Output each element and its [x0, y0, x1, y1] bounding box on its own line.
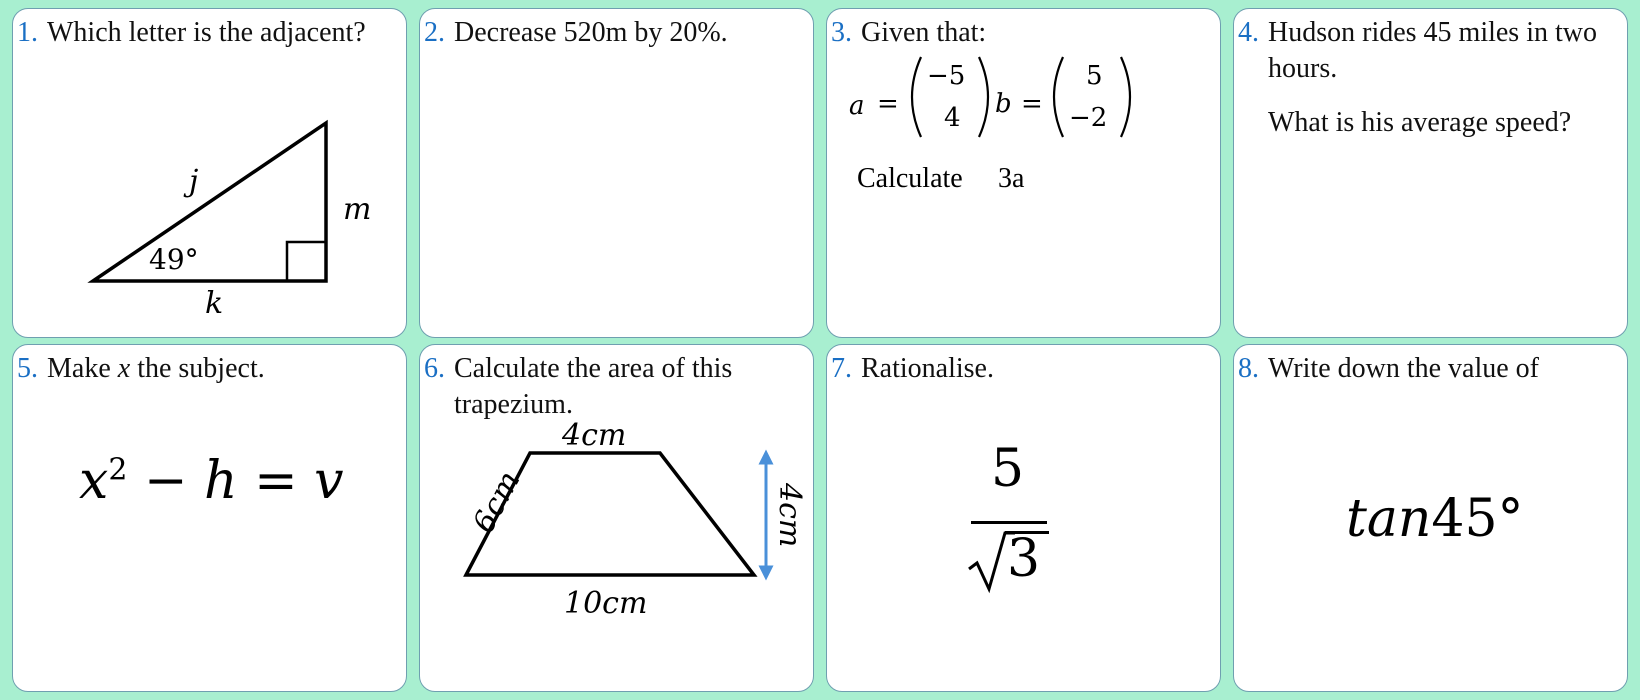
slant-side-label: 6cm — [466, 465, 528, 539]
question-number: 7. — [831, 353, 852, 384]
question-prompt: Calculate the area of this trapezium. — [454, 353, 733, 420]
question-number: 3. — [831, 17, 852, 48]
trapezium-diagram — [420, 345, 814, 692]
question-prompt-followup: What is his average speed? — [1268, 107, 1572, 138]
question-number: 6. — [424, 353, 445, 384]
vector-b-name: b — [995, 89, 1012, 119]
question-number: 8. — [1238, 353, 1259, 384]
variable-x: x — [117, 353, 131, 384]
question-number: 1. — [17, 17, 38, 48]
adjacent-label: k — [205, 286, 224, 321]
question-card-4 — [1233, 8, 1628, 338]
vector-a-name: a — [849, 91, 865, 121]
trig-expression — [1346, 489, 1524, 549]
question-card-7 — [826, 344, 1221, 692]
question-3-text — [831, 15, 1214, 51]
question-card-2 — [419, 8, 814, 338]
question-prompt: Decrease 520m by 20%. — [454, 17, 728, 48]
hypotenuse-label: j — [189, 164, 199, 199]
equation: $x^2 - h = v$ — [79, 451, 344, 511]
fraction-radicand: 3 — [1007, 529, 1041, 589]
question-card-6 — [419, 344, 814, 692]
question-4-text — [1238, 15, 1621, 141]
question-prompt: Given that: — [861, 17, 987, 48]
angle-label: 49° — [149, 243, 199, 276]
question-number: 2. — [424, 17, 445, 48]
calculate-label: Calculate — [857, 163, 963, 194]
question-7-text — [831, 351, 1214, 387]
height-label: 4cm — [772, 483, 807, 548]
question-prompt: Rationalise. — [861, 353, 994, 384]
top-side-label: 4cm — [562, 418, 627, 453]
trig-function: tan — [1346, 489, 1432, 549]
vector-a-bottom: 4 — [944, 103, 961, 133]
triangle-shape — [93, 123, 326, 281]
question-card-3 — [826, 8, 1221, 338]
question-prompt: Which letter is the adjacent? — [47, 17, 366, 48]
question-card-8 — [1233, 344, 1628, 692]
trig-argument: 45° — [1431, 489, 1524, 549]
fraction-numerator: 5 — [991, 439, 1025, 499]
question-2-text — [424, 15, 807, 51]
right-angle-marker — [287, 242, 326, 281]
question-number: 5. — [17, 353, 38, 384]
vector-a-equals: = — [877, 89, 899, 119]
vector-b-top: 5 — [1086, 61, 1103, 91]
question-card-1 — [12, 8, 407, 338]
question-prompt: Write down the value of — [1268, 353, 1540, 384]
question-8-text — [1238, 351, 1621, 387]
question-5-text — [17, 351, 400, 387]
fraction-bar — [971, 521, 1047, 524]
opposite-label: m — [343, 192, 372, 227]
question-prompt: Hudson rides 45 miles in two hours. — [1268, 17, 1597, 84]
vector-b-bottom: −2 — [1069, 103, 1108, 133]
bottom-side-label: 10cm — [564, 586, 648, 621]
vector-b-equals: = — [1021, 89, 1043, 119]
vector-a-top: −5 — [927, 61, 966, 91]
question-number: 4. — [1238, 17, 1259, 48]
question-prompt: Make x the subject. — [47, 353, 265, 384]
calculate-expression: 3a — [998, 163, 1025, 194]
right-triangle-diagram — [13, 9, 407, 338]
question-card-5 — [12, 344, 407, 692]
